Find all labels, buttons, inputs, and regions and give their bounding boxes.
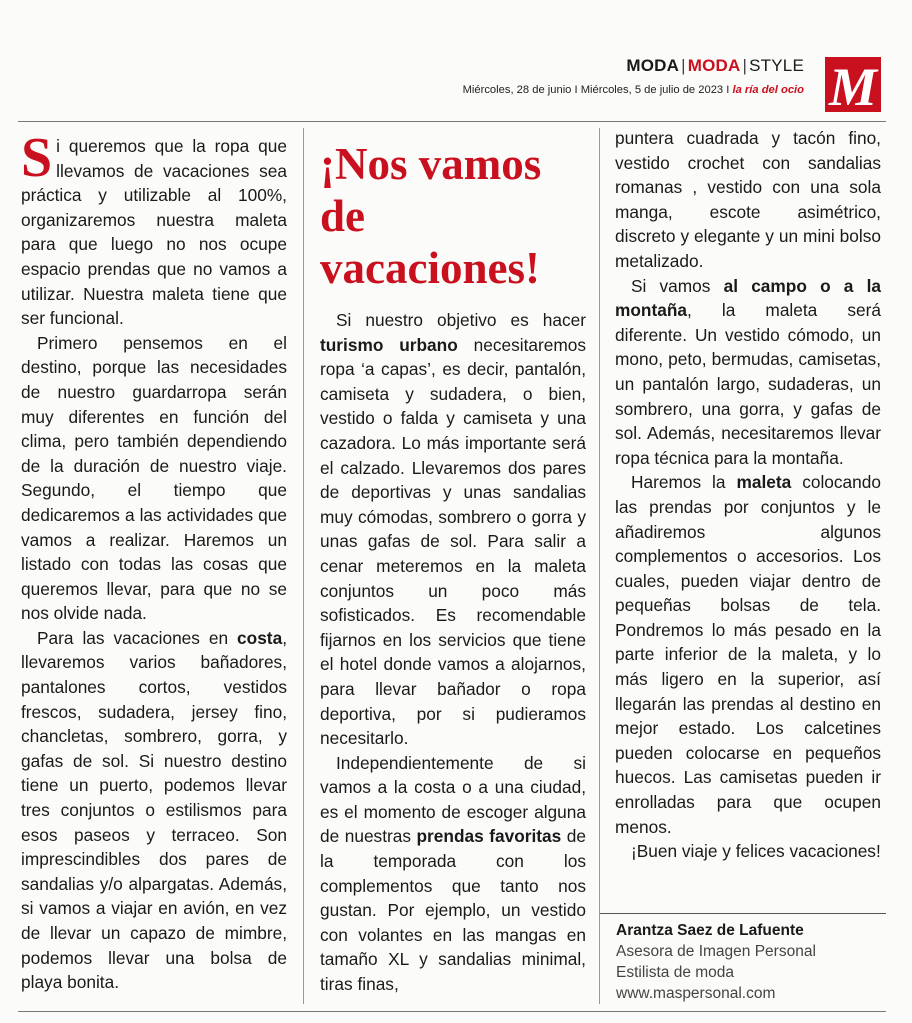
emphasis-text: turismo urbano (320, 334, 458, 355)
article-paragraph (21, 331, 287, 626)
magazine-logo (825, 57, 881, 112)
article-paragraph (320, 751, 586, 997)
brand-name: la ría del ocio (732, 84, 804, 96)
author-role-2: Estilista de moda (616, 964, 735, 981)
paragraph-text: Para las vacaciones en (37, 627, 238, 648)
section-name-2: MODA (687, 56, 741, 75)
emphasis-text: prendas favoritas (416, 826, 562, 847)
paragraph-text: , la maleta será diferente. Un vestido cómodo, un mono, peto, bermudas, camisetas, un pantalón largo, sudaderas, un sombrero, una gorra, y gafas de sol. Además, necesitaremos llevar ropa técnica para la montaña. (615, 300, 881, 468)
paragraph-text: de la temporada con los complementos que tanto nos gustan. Por ejemplo, un vestido con volantes en las mangas en tamaño XL y sandalias minimal, tiras finas, (320, 826, 586, 995)
author-signature (616, 920, 816, 1004)
article-paragraph (21, 127, 287, 331)
paragraph-text: , llevaremos varios bañadores, pantalones cortos, vestidos frescos, sudadera, jersey fino, chancletas, sombrero, gorra, y gafas de sol. Si nuestro destino tiene un puerto, podemos llevar tres conjuntos o estilismos para esos paseos y terraceo. Son imprescindibles dos pares de sandalias y/o alpargatas. Además, si vamos a viajar en avión, en vez de llevar un capazo de mimbre, podemos llevar una bolsa de playa bonita. (21, 627, 287, 993)
article-paragraph (615, 274, 881, 471)
paragraph-text: Haremos la (631, 472, 737, 493)
top-divider (18, 121, 886, 122)
article-paragraph (615, 470, 881, 839)
paragraph-text: necesitaremos ropa ‘a capas’, es decir, pantalón, camiseta y sudadera, o bien, vestido o falda y camiseta y una cazadora. Lo más importante será el calzado. Llevaremos dos pares de deportivas y unas sandalias muy cómodas, sombrero o gorra y unas gafas de sol. Para salir a cenar meteremos en la maleta conjuntos un poco más sofisticados. Es recomendable fijarnos en los servicios que tiene el hotel donde vamos a alojarnos, para llevar bañador o ropa deportiva, por si pudieramos necesitarlo. (320, 334, 587, 749)
paragraph-text: puntera cuadrada y tacón fino, vestido crochet con sandalias romanas , vestido con una sola manga, escote asimétrico, discreto y elegante y un mini bolso metalizado. (615, 128, 881, 271)
author-website: www.maspersonal.com (616, 985, 776, 1002)
paragraph-text: ¡Buen viaje y felices vacaciones! (631, 841, 881, 862)
article-column-3 (615, 126, 881, 864)
paragraph-text: Primero pensemos en el destino, porque las necesidades de nuestro guardarropa serán muy diferentes en función del clima, pero también dependiendo de la duración de nuestro viaje. Segundo, el tiempo que dedicaremos a las actividades que vamos a realizar. Haremos un listado con todas las cosas que queremos llevar, para que no se nos olvide nada. (21, 332, 287, 624)
column-divider (599, 128, 600, 1004)
paragraph-text: Independientemente de si vamos a la costa o a una ciudad, es el momento de escoger alguna de nuestras (320, 752, 586, 847)
author-divider (600, 913, 886, 914)
section-name-3: STYLE (749, 56, 804, 75)
emphasis-text: al campo o a la montaña (615, 275, 881, 321)
drop-cap: S (21, 127, 53, 189)
paragraph-text: Si vamos (631, 275, 724, 296)
article-paragraph (615, 126, 881, 274)
paragraph-text: colocando las prendas por conjuntos y le añadiremos algunos complementos o accesorios. Los cuales, pueden viajar dentro de pequeñas bolsas de tela. Pondremos lo más pesado en la parte inferior de la maleta, y lo más ligero en la superior, así llegarán las prendas al destino en mejor estado. Los calcetines pueden colocarse en pequeños huecos. Las camisetas pueden ir enrolladas para que ocupen menos. (615, 472, 881, 837)
column-divider (303, 128, 304, 1004)
article-paragraph (320, 308, 586, 751)
article-paragraph (21, 626, 287, 995)
emphasis-text: maleta (736, 472, 792, 493)
bottom-divider (18, 1011, 886, 1012)
issue-dates (463, 84, 804, 96)
emphasis-text: costa (237, 627, 283, 648)
author-role: Asesora de Imagen Personal (616, 943, 816, 960)
section-name: MODA (626, 56, 680, 75)
logo-letter: M (828, 57, 878, 112)
article-column-1 (21, 127, 287, 995)
section-label: MODA | MODA | STYLE (626, 56, 804, 75)
paragraph-text: i queremos que la ropa que llevamos de vacaciones sea práctica y utilizable al 100%, organizaremos nuestra maleta para que luego no nos ocupe espacio prendas que no vamos a utilizar. Nuestra maleta tiene que ser funcional. (21, 136, 287, 329)
article-paragraph (615, 839, 881, 864)
author-name: Arantza Saez de Lafuente (616, 922, 804, 939)
article-column-2 (320, 138, 586, 997)
dates-text: Miércoles, 28 de junio I Miércoles, 5 de julio de 2023 I (462, 84, 730, 96)
headline: ¡Nos vamos de vacaciones! (320, 139, 542, 293)
paragraph-text: Si nuestro objetivo es hacer (336, 310, 586, 330)
